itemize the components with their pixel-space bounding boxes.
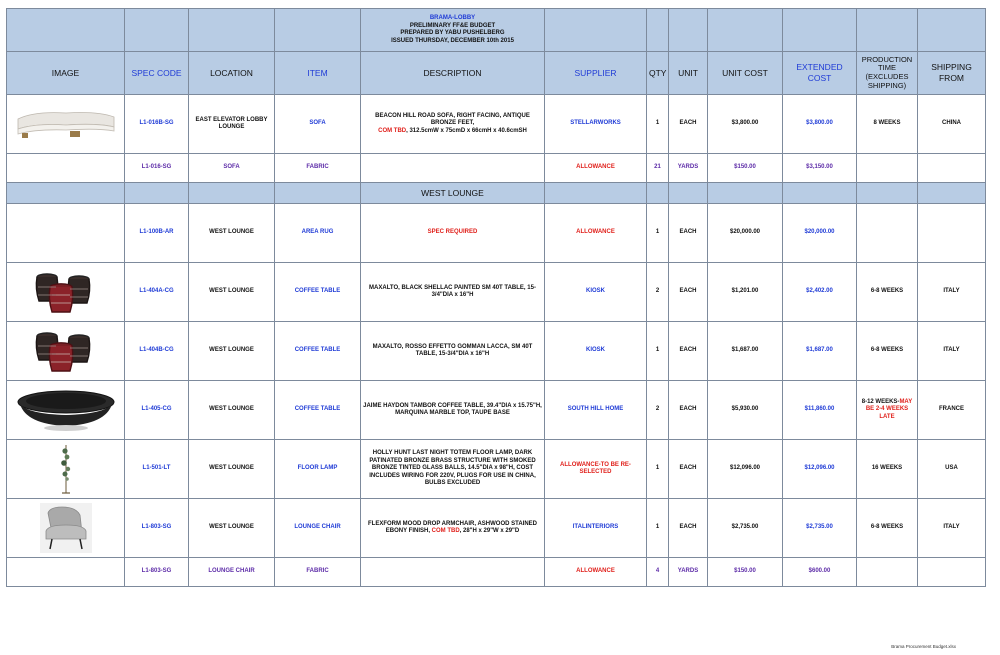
shipping-from: ITALY [918,499,986,558]
extended-cost: $3,800.00 [783,95,857,154]
qty: 2 [647,381,669,440]
unit-cost: $1,201.00 [708,263,783,322]
description: MAXALTO, BLACK SHELLAC PAINTED SM 40T TABLE, 15-3/4"DIA x 16"H [361,263,545,322]
unit-cost: $150.00 [708,154,783,183]
supplier: STELLARWORKS [545,95,647,154]
item: COFFEE TABLE [275,381,361,440]
unit-cost: $20,000.00 [708,204,783,263]
table-row [7,499,986,558]
budget-title [361,9,545,52]
location: SOFA [189,154,275,183]
unit: EACH [669,322,708,381]
production-time [857,204,918,263]
lounge-chair-image [40,503,92,553]
extended-cost: $1,687.00 [783,322,857,381]
item: COFFEE TABLE [275,263,361,322]
spec-code: L1-803-SG [125,558,189,587]
spec-code: L1-016-SG [125,154,189,183]
extended-cost: $11,860.00 [783,381,857,440]
item-image [7,263,125,322]
supplier: ALLOWANCE [545,204,647,263]
description: HOLLY HUNT LAST NIGHT TOTEM FLOOR LAMP, DARK PATINATED BRONZE BRASS STRUCTURE WITH SMOKED BRONZE TINTED GLASS BALLS, 14.5"DIA x 98"H, COST INCLUDES WIRING FOR 220V, PLUGS FOR USE IN CHINA, BULBS EXCLUDED [361,440,545,499]
footer-filename: Brama Procurement Budget.xlsx [891,644,956,649]
item: SOFA [275,95,361,154]
supplier: ALLOWANCE [545,154,647,183]
item-image [7,381,125,440]
production-time: 8 WEEKS [857,95,918,154]
item-image [7,499,125,558]
extended-cost: $2,402.00 [783,263,857,322]
item: COFFEE TABLE [275,322,361,381]
production-time: 6-8 WEEKS [857,322,918,381]
shipping-from: FRANCE [918,381,986,440]
location: WEST LOUNGE [189,499,275,558]
table-row [7,204,986,263]
unit-cost: $150.00 [708,558,783,587]
spec-code: L1-016B-SG [125,95,189,154]
budget-subtitle: PRELIMINARY FF&E BUDGET [409,22,496,29]
header-supplier: SUPPLIER [545,52,647,95]
title-row [7,9,986,52]
supplier: ITALINTERIORS [545,499,647,558]
shipping-from [918,154,986,183]
description-text: BEACON HILL ROAD SOFA, RIGHT FACING, ANTIQUE BRONZE FEET, [375,112,530,127]
prepared-by: PREPARED BY YABU PUSHELBERG [400,30,505,36]
item-image [7,440,125,499]
header-image: IMAGE [7,52,125,95]
location: LOUNGE CHAIR [189,558,275,587]
unit-cost: $5,930.00 [708,381,783,440]
shipping-from: ITALY [918,322,986,381]
project-name: BRAMA-LOBBY [429,15,476,21]
header-unit: UNIT [669,52,708,95]
table-row [7,322,986,381]
supplier: KIOSK [545,322,647,381]
unit: YARDS [669,154,708,183]
location: EAST ELEVATOR LOBBY LOUNGE [189,95,275,154]
production-time [857,381,918,440]
header-row [7,52,986,95]
sofa-image [14,107,118,141]
issue-date: ISSUED THURSDAY, DECEMBER 10th 2015 [391,37,514,44]
description [361,95,545,154]
header-production-time: PRODUCTION TIME (EXCLUDES SHIPPING) [857,52,918,95]
qty: 1 [647,204,669,263]
item-image [7,204,125,263]
header-spec-code: SPEC CODE [125,52,189,95]
production-time: 6-8 WEEKS [857,499,918,558]
unit: EACH [669,381,708,440]
production-time [857,154,918,183]
supplier: SOUTH HILL HOME [545,381,647,440]
description-text-cont: , 28"H x 29"W x 29"D [459,528,520,534]
table-row [7,440,986,499]
item: AREA RUG [275,204,361,263]
production-time-text: 8-12 WEEKS- [861,398,900,405]
description [361,558,545,587]
unit: EACH [669,499,708,558]
table-row [7,263,986,322]
spec-code: L1-404A-CG [125,263,189,322]
description-flag: COM TBD [378,127,407,134]
location: WEST LOUNGE [189,322,275,381]
drum-tables-image [31,328,101,374]
item-image [7,95,125,154]
unit-cost: $2,735.00 [708,499,783,558]
location: WEST LOUNGE [189,381,275,440]
header-shipping-from: SHIPPING FROM [918,52,986,95]
supplier: KIOSK [545,263,647,322]
floor-lamp-image [56,443,76,495]
spec-code: L1-404B-CG [125,322,189,381]
qty: 1 [647,322,669,381]
item: FABRIC [275,558,361,587]
ffe-budget-table [6,8,986,587]
header-extended-cost: EXTENDED COST [783,52,857,95]
item: FLOOR LAMP [275,440,361,499]
table-row [7,154,986,183]
qty: 1 [647,440,669,499]
unit-cost: $1,687.00 [708,322,783,381]
drum-tables-image [31,269,101,315]
shipping-from: ITALY [918,263,986,322]
spec-code: L1-803-SG [125,499,189,558]
shipping-from: CHINA [918,95,986,154]
qty: 4 [647,558,669,587]
unit: YARDS [669,558,708,587]
extended-cost: $20,000.00 [783,204,857,263]
description-flag: COM TBD [431,528,460,534]
qty: 1 [647,499,669,558]
description-text-cont: , 312.5cmW x 75cmD x 66cmH x 40.6cmSH [406,127,527,134]
qty: 2 [647,263,669,322]
unit: EACH [669,440,708,499]
production-time: 6-8 WEEKS [857,263,918,322]
item: FABRIC [275,154,361,183]
description [361,499,545,558]
qty: 1 [647,95,669,154]
description-flag: SPEC REQUIRED [427,229,478,236]
section-label: WEST LOUNGE [361,183,545,204]
shipping-from [918,558,986,587]
production-time-warning: MAY BE 2-4 WEEKS LATE [865,398,913,420]
description: JAIME HAYDON TAMBOR COFFEE TABLE, 39.4"DIA x 15.75"H, MARQUINA MARBLE TOP, TAUPE BASE [361,381,545,440]
extended-cost: $600.00 [783,558,857,587]
shipping-from: USA [918,440,986,499]
unit: EACH [669,204,708,263]
unit-cost: $3,800.00 [708,95,783,154]
item-image [7,558,125,587]
item: LOUNGE CHAIR [275,499,361,558]
supplier: ALLOWANCE-TO BE RE-SELECTED [545,440,647,499]
qty: 21 [647,154,669,183]
shipping-from [918,204,986,263]
unit: EACH [669,263,708,322]
description: MAXALTO, ROSSO EFFETTO GOMMAN LACCA, SM 40T TABLE, 15-3/4"DIA x 16"H [361,322,545,381]
production-time [857,558,918,587]
unit: EACH [669,95,708,154]
location: WEST LOUNGE [189,204,275,263]
header-description: DESCRIPTION [361,52,545,95]
description [361,154,545,183]
unit-cost: $12,096.00 [708,440,783,499]
extended-cost: $3,150.00 [783,154,857,183]
supplier: ALLOWANCE [545,558,647,587]
header-location: LOCATION [189,52,275,95]
round-table-image [14,388,118,432]
location: WEST LOUNGE [189,263,275,322]
header-item: ITEM [275,52,361,95]
header-qty: QTY [647,52,669,95]
table-row [7,558,986,587]
description-text: FLEXFORM MOOD DROP ARMCHAIR, ASHWOOD STAINED EBONY FINISH, [368,520,537,534]
spec-code: L1-405-CG [125,381,189,440]
spec-code: L1-501-LT [125,440,189,499]
item-image [7,154,125,183]
description [361,204,545,263]
location: WEST LOUNGE [189,440,275,499]
extended-cost: $2,735.00 [783,499,857,558]
header-unit-cost: UNIT COST [708,52,783,95]
table-row [7,381,986,440]
extended-cost: $12,096.00 [783,440,857,499]
production-time: 16 WEEKS [857,440,918,499]
spec-code: L1-100B-AR [125,204,189,263]
section-row [7,183,986,204]
item-image [7,322,125,381]
table-row [7,95,986,154]
